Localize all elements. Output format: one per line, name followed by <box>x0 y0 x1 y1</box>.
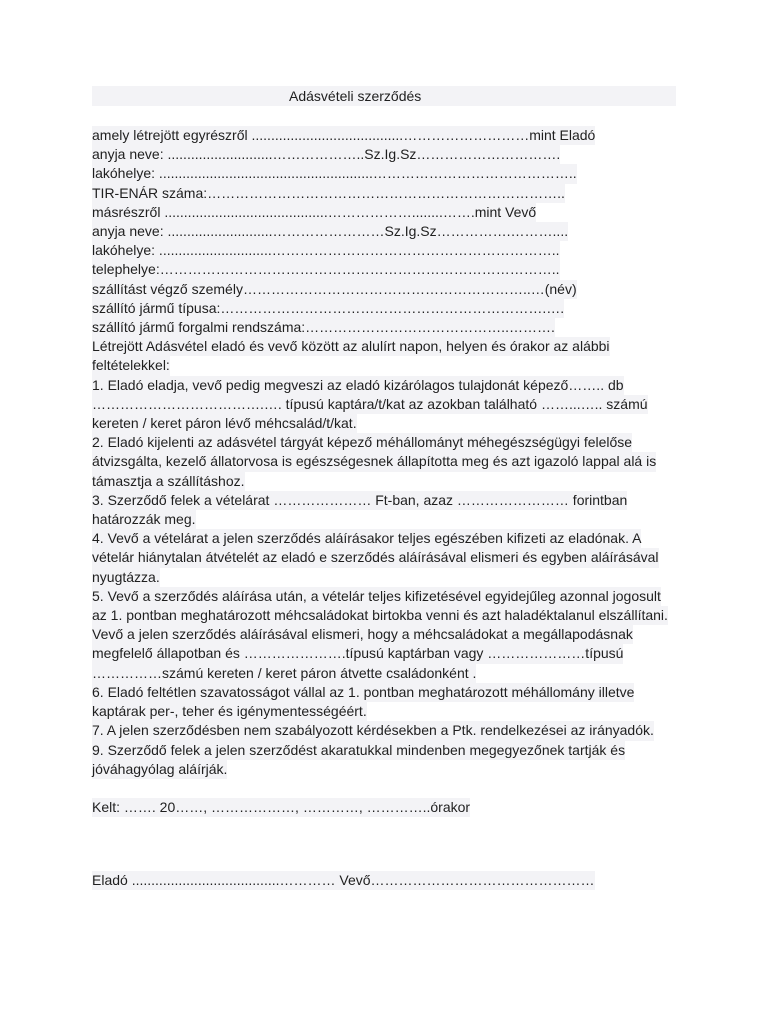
text-line-clause-9: 9. Szerződő felek a jelen szerződést akaratukkal mindenben megegyezőnek tartják és <box>92 741 625 760</box>
text-line-clause-5d: megfelelő állapotban és ………………….típusú kaptárban vagy …………………típusú <box>92 644 623 663</box>
text-line-clause-2c: támasztja a szállításhoz. <box>92 472 245 491</box>
text-line-clause-1b: ……………………………….…. típusú kaptára/t/kat az azokban található ……...….. számú <box>92 395 648 414</box>
text-line-clause-4: 4. Vevő a vételárat a jelen szerződés aláírásakor teljes egészében kifizeti az eladónak. A <box>92 529 641 548</box>
text-line-clause-3: 3. Szerződő felek a vételárat ………………… Ft-ban, azaz …………………… forintban <box>92 491 627 510</box>
text-line-clause-4c: nyugtázza. <box>92 568 160 587</box>
text-line-clause-5: 5. Vevő a szerződés aláírása után, a vételár teljes kifizetésével egyidejűleg azonnal jogosult <box>92 587 661 606</box>
text-line-seller: amely létrejött egyrészről .......................................………………………mint Eladó <box>92 126 595 145</box>
text-line-clause-6: 6. Eladó feltétlen szavatosságot vállal az 1. pontban meghatározott méhállomány illetve <box>92 683 634 702</box>
text-line-buyer-address: lakóhelye: .............................…………………………………………………….. <box>92 241 560 260</box>
text-line-clause-3b: határozzák meg. <box>92 510 196 529</box>
dated-line: Kelt: ……. 20……, ………………, …………, …………..órakor <box>92 798 470 817</box>
text-line-clause-6b: kaptárak per-, teher és igénymentességéért. <box>92 702 367 721</box>
text-line-vehicle-type: szállító jármű típusa:…………………………………………………………….…. <box>92 299 564 318</box>
spacer <box>92 779 692 798</box>
text-line-clause-5b: az 1. pontban meghatározott méhcsaládokat birtokba venni és azt haladéktalanul elszállítani. <box>92 606 668 625</box>
text-line-intro-2: feltételekkel: <box>92 356 170 375</box>
text-line-clause-5c: Vevő a jelen szerződés aláírásával elismeri, hogy a méhcsaládokat a megállapodásnak <box>92 625 633 644</box>
text-line-clause-1c: kereten / keret páron lévő méhcsalád/t/kat. <box>92 414 357 433</box>
text-line-buyer-mother: anyja neve: ...........................……………………Sz.Ig.Sz…………….……….... <box>92 222 568 241</box>
text-line-clause-2b: átvizsgálta, kezelő állatorvosa is egészségesnek állapította meg és azt igazoló lappal alá is <box>92 452 656 471</box>
text-line-site: telephelye:………………………………………………………………………….. <box>92 260 560 279</box>
text-line-clause-4b: vételár hiánytalan átvételét az eladó e szerződés aláírásával elismeri és egyben aláírásával <box>92 548 659 567</box>
document-title: Adásvételi szerződés <box>289 88 422 104</box>
text-line-transporter: szállítást végző személy……………………………………………………..…(név) <box>92 280 577 299</box>
document-title-bar <box>92 86 676 106</box>
text-line-tir-enar: TIR-ENÁR száma:………………………………………………………………….. <box>92 184 565 203</box>
text-line-clause-2: 2. Eladó kijelenti az adásvétel tárgyát képező méhállományt méhegészségügyi felelőse <box>92 433 632 452</box>
text-line-intro: Létrejött Adásvétel eladó és vevő között az alulírt napon, helyen és órakor az alábbi <box>92 337 610 356</box>
contract-body <box>92 126 692 890</box>
text-line-clause-1: 1. Eladó eladja, vevő pedig megveszi az eladó kizárólagos tulajdonát képező…….. db <box>92 376 624 395</box>
text-line-vehicle-plate: szállító jármű forgalmi rendszáma:……………………………………..………. <box>92 318 555 337</box>
text-line-buyer: másrészről ..........................................………………........…….mint Vevő <box>92 203 536 222</box>
text-line-clause-7: 7. A jelen szerződésben nem szabályozott kérdésekben a Ptk. rendelkezései az irányadók. <box>92 721 654 740</box>
text-line-seller-mother: anyja neve: ...........................………………..Sz.Ig.Sz…………………………. <box>92 145 560 164</box>
signature-line: Eladó ......................................………… Vevő………………………………………… <box>92 871 595 890</box>
spacer <box>92 817 692 871</box>
text-line-seller-address: lakóhelye: .......................................................…………………………………….. <box>92 164 577 183</box>
text-line-clause-5e: ……………számú kereten / keret páron átvette családonként . <box>92 664 476 683</box>
text-line-clause-9b: jóváhagyólag aláírják. <box>92 760 227 779</box>
